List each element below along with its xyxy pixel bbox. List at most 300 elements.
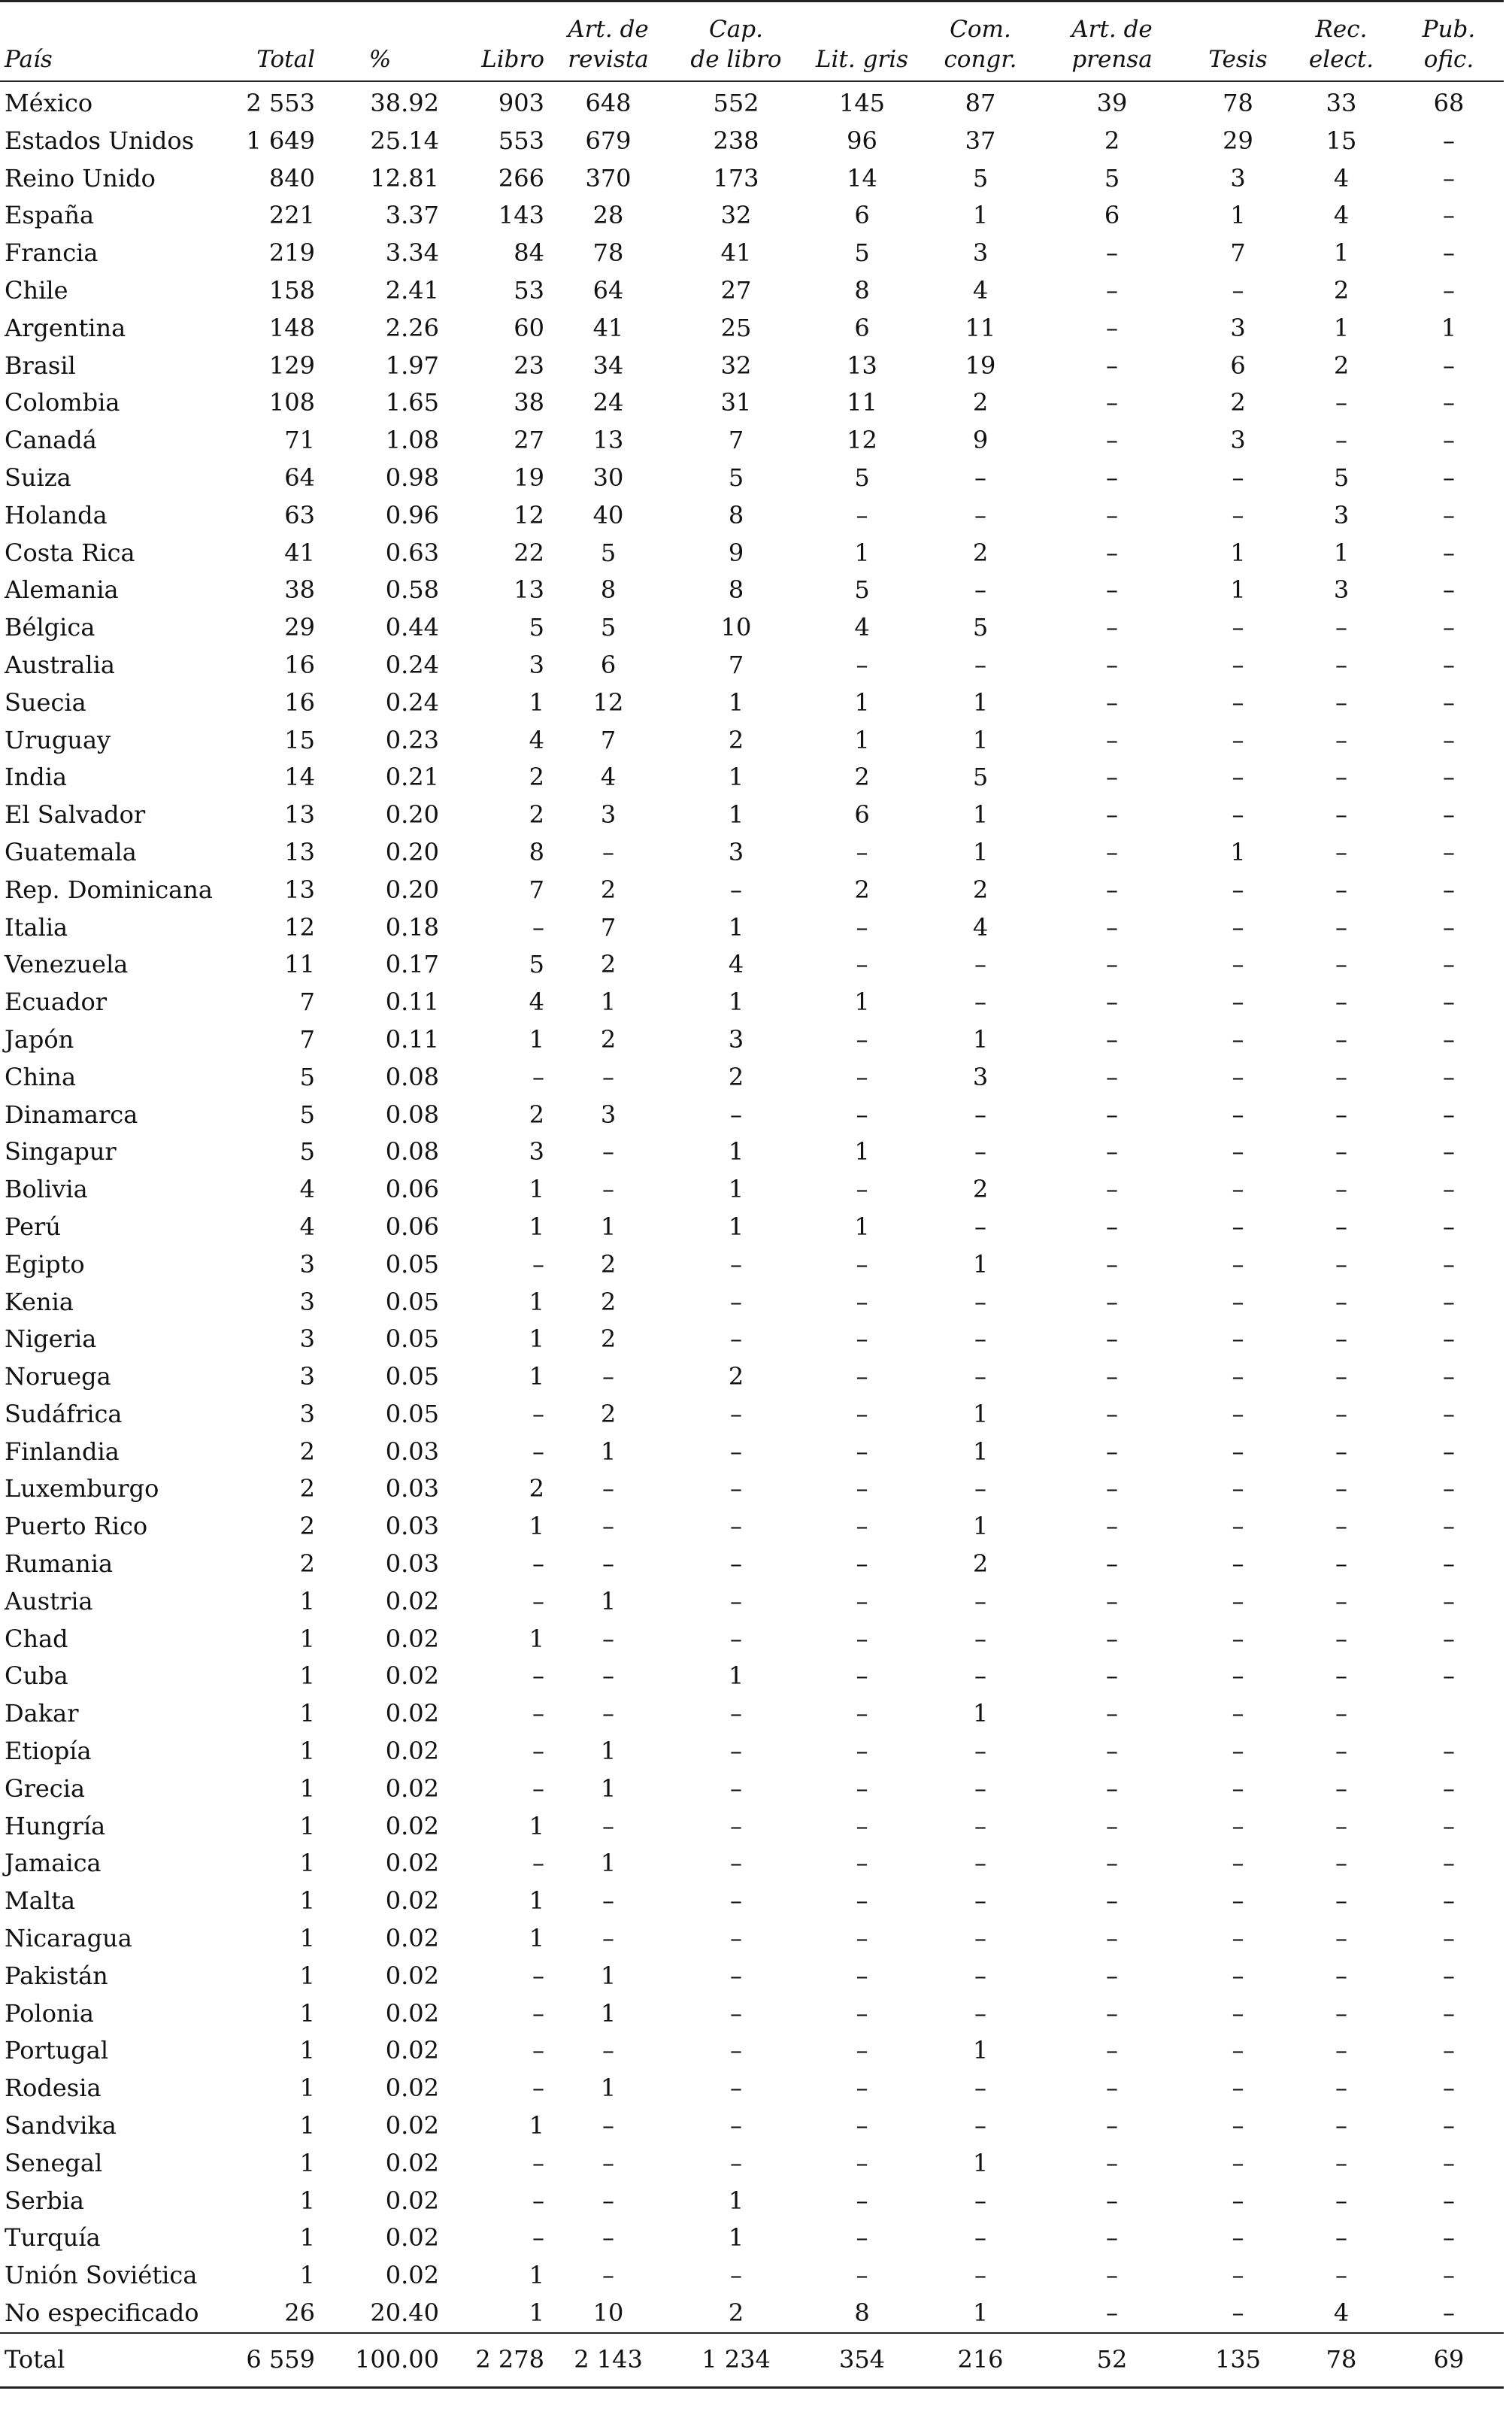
value-cell-pub-ofic: –	[1443, 1811, 1455, 1840]
value-cell-lit-gris: –	[856, 1100, 868, 1129]
value-cell-pct: 38.92	[370, 89, 439, 117]
value-cell-pub-ofic: –	[1443, 1849, 1455, 1878]
value-cell-lit-gris: –	[856, 1362, 868, 1391]
value-cell-tesis: –	[1232, 1624, 1244, 1653]
value-cell-com-congr: 2	[972, 875, 989, 904]
value-cell-pub-ofic: –	[1443, 575, 1455, 605]
value-cell-lit-gris: –	[856, 650, 868, 679]
value-cell-art-prensa: 2	[1104, 126, 1120, 155]
value-cell-pub-ofic: –	[1443, 1474, 1455, 1503]
value-cell-cap-libro: 2	[728, 1062, 744, 1091]
table-row	[0, 235, 1504, 272]
value-cell-art-revista: 2	[600, 1024, 617, 1054]
value-cell-com-congr: –	[974, 1737, 986, 1766]
value-cell-total: 3	[299, 1362, 315, 1391]
value-cell-art-revista: –	[602, 1062, 614, 1091]
value-cell-lit-gris: 1	[854, 725, 870, 754]
value-cell-art-revista: 1	[600, 1773, 617, 1803]
value-cell-cap-libro: 7	[728, 426, 744, 455]
value-cell-art-revista: 5	[600, 538, 617, 567]
value-cell-art-revista: 2	[600, 1399, 617, 1428]
value-cell-com-congr: 87	[965, 89, 996, 117]
value-cell-art-prensa: –	[1106, 275, 1118, 305]
value-cell-rec-elect: –	[1335, 1624, 1347, 1653]
value-cell-lit-gris: –	[856, 1324, 868, 1354]
value-cell-lit-gris: –	[856, 1773, 868, 1803]
value-cell-tesis: 3	[1230, 313, 1246, 342]
value-cell-tesis: –	[1232, 500, 1244, 529]
value-cell-pub-ofic: –	[1443, 1586, 1455, 1616]
value-cell-cap-libro: –	[730, 2111, 742, 2140]
table-row	[0, 123, 1504, 160]
value-cell-art-prensa: –	[1106, 1287, 1118, 1316]
value-cell-pub-ofic: –	[1443, 875, 1455, 904]
value-cell-lit-gris: –	[856, 912, 868, 942]
value-cell-cap-libro: 1	[728, 988, 744, 1017]
value-cell-art-revista: –	[602, 1549, 614, 1579]
value-cell-com-congr: –	[974, 2261, 986, 2290]
table-row	[0, 497, 1504, 535]
value-cell-art-revista: –	[602, 1886, 614, 1916]
value-cell-rec-elect: 4	[1333, 163, 1350, 193]
value-cell-lit-gris: 1	[854, 1137, 870, 1167]
value-cell-cap-libro: 32	[720, 201, 752, 230]
value-cell-art-revista: 1	[600, 988, 617, 1017]
value-cell-total: 38	[284, 575, 315, 605]
value-cell-art-prensa: –	[1106, 2186, 1118, 2215]
table-row	[0, 572, 1504, 609]
country-cell: Malta	[5, 1886, 76, 1916]
value-cell-art-prensa: –	[1106, 538, 1118, 567]
value-cell-com-congr: –	[974, 1998, 986, 2028]
value-cell-pub-ofic: –	[1443, 800, 1455, 830]
value-cell-art-prensa: 6	[1104, 201, 1120, 230]
value-cell-com-congr: 2	[972, 1175, 989, 1204]
value-cell-art-revista: –	[602, 1512, 614, 1541]
value-cell-art-prensa: –	[1106, 950, 1118, 979]
value-cell-com-congr: 2	[972, 388, 989, 417]
value-cell-pct: 0.02	[385, 1961, 439, 1990]
value-cell-tesis: –	[1232, 1924, 1244, 1953]
value-cell-lit-gris: –	[856, 1399, 868, 1428]
value-cell-pub-ofic: –	[1443, 912, 1455, 942]
value-cell-lit-gris: –	[856, 1512, 868, 1541]
value-cell-libro: 1	[529, 1624, 544, 1653]
value-cell-pct: 0.03	[385, 1549, 439, 1579]
value-cell-tesis: –	[1232, 1362, 1244, 1391]
value-cell-total: 148	[268, 313, 315, 342]
value-cell-rec-elect: –	[1335, 1849, 1347, 1878]
value-cell-total: 2	[299, 1437, 315, 1466]
value-cell-pub-ofic: –	[1443, 1773, 1455, 1803]
value-cell-art-prensa: –	[1106, 426, 1118, 455]
value-cell-pct: 0.20	[385, 800, 439, 830]
value-cell-pub-ofic: –	[1443, 2261, 1455, 2290]
value-cell-com-congr: –	[974, 1362, 986, 1391]
value-cell-libro: –	[532, 1699, 544, 1728]
value-cell-rec-elect: –	[1335, 1924, 1347, 1953]
value-cell-pct: 0.02	[385, 1886, 439, 1916]
value-cell-tesis: –	[1232, 2261, 1244, 2290]
value-cell-libro: 2	[529, 1474, 544, 1503]
value-cell-total: 1	[299, 1961, 315, 1990]
value-cell-art-prensa: –	[1106, 2261, 1118, 2290]
value-cell-pct: 0.02	[385, 2148, 439, 2177]
value-cell-pct: 0.02	[385, 1924, 439, 1953]
value-cell-tesis: –	[1232, 2298, 1244, 2328]
value-cell-lit-gris: –	[856, 500, 868, 529]
value-cell-total: 5	[299, 1062, 315, 1091]
value-cell-rec-elect: –	[1335, 1549, 1347, 1579]
value-cell-lit-gris: –	[856, 2036, 868, 2065]
value-cell-art-revista: –	[602, 1175, 614, 1204]
value-cell-lit-gris: 14	[847, 163, 877, 193]
value-cell-lit-gris: 1	[854, 1212, 870, 1241]
value-cell-rec-elect: –	[1335, 1399, 1347, 1428]
value-cell-art-prensa: –	[1106, 2148, 1118, 2177]
value-cell-pct: 0.02	[385, 2186, 439, 2215]
value-cell-pub-ofic: –	[1443, 538, 1455, 567]
country-cell: Australia	[5, 650, 115, 679]
value-cell-art-revista: –	[602, 1811, 614, 1840]
value-cell-com-congr: 1	[972, 687, 989, 717]
value-cell-cap-libro: –	[730, 1886, 742, 1916]
column-header-tesis: Tesis	[1187, 2, 1289, 82]
value-cell-lit-gris: –	[856, 1062, 868, 1091]
value-cell-pub-ofic: –	[1443, 1212, 1455, 1241]
value-cell-total: 1	[299, 1737, 315, 1766]
table-header	[0, 2, 1504, 82]
value-cell-lit-gris: –	[856, 1175, 868, 1204]
country-cell: Holanda	[5, 500, 108, 529]
value-cell-art-revista: 3	[600, 800, 617, 830]
table-row	[0, 1246, 1504, 1284]
value-cell-libro: 2	[529, 1100, 544, 1129]
table-row	[0, 1097, 1504, 1134]
table-row	[0, 2295, 1504, 2333]
value-cell-total: 1 649	[246, 126, 315, 155]
value-cell-art-revista: –	[602, 2186, 614, 2215]
table-row	[0, 722, 1504, 760]
value-cell-tesis: –	[1232, 275, 1244, 305]
value-cell-com-congr: 1	[972, 1024, 989, 1054]
value-cell-cap-libro: –	[730, 1624, 742, 1653]
value-cell-libro: 266	[498, 163, 544, 193]
value-cell-total: 4	[299, 1175, 315, 1204]
value-cell-pub-ofic: –	[1443, 613, 1455, 642]
country-cell: Nicaragua	[5, 1924, 132, 1953]
value-cell-art-prensa: –	[1106, 1512, 1118, 1541]
value-cell-libro: 60	[514, 313, 544, 342]
country-cell: Reino Unido	[5, 163, 156, 193]
value-cell-libro: 1	[529, 2261, 544, 2290]
value-cell-rec-elect: –	[1335, 2261, 1347, 2290]
country-cell: Argentina	[5, 313, 126, 342]
value-cell-art-revista: 13	[592, 426, 624, 455]
table-row	[0, 834, 1504, 872]
value-cell-pct: 0.03	[385, 1437, 439, 1466]
table-row	[0, 1321, 1504, 1358]
value-cell-pct: 25.14	[370, 126, 439, 155]
value-cell-cap-libro: 2	[728, 1362, 744, 1391]
value-cell-libro: 23	[514, 350, 544, 380]
value-cell-com-congr: –	[974, 1324, 986, 1354]
value-cell-lit-gris: 4	[854, 613, 870, 642]
country-cell: Turquía	[5, 2223, 101, 2253]
value-cell-art-prensa: –	[1106, 1624, 1118, 1653]
table-row	[0, 1695, 1504, 1733]
value-cell-com-congr: –	[974, 2186, 986, 2215]
value-cell-tesis: –	[1232, 1549, 1244, 1579]
value-cell-libro: 1	[529, 1362, 544, 1391]
value-cell-total: 13	[284, 837, 315, 866]
value-cell-art-prensa: –	[1106, 575, 1118, 605]
column-header-pct: %	[321, 2, 439, 82]
value-cell-cap-libro: –	[730, 1998, 742, 2028]
value-cell-com-congr: –	[974, 1886, 986, 1916]
value-cell-libro: –	[532, 1961, 544, 1990]
country-cell: Costa Rica	[5, 538, 135, 567]
value-cell-lit-gris: –	[856, 2074, 868, 2103]
value-cell-pct: 0.05	[385, 1249, 439, 1279]
value-cell-rec-elect: –	[1335, 687, 1347, 717]
value-cell-pub-ofic: –	[1443, 1737, 1455, 1766]
value-cell-art-revista: 78	[592, 238, 624, 268]
value-cell-lit-gris: 13	[847, 350, 877, 380]
country-cell: Francia	[5, 238, 98, 268]
value-cell-pct: 3.34	[385, 238, 439, 268]
value-cell-art-revista: 1	[600, 1737, 617, 1766]
country-cell: Pakistán	[5, 1961, 108, 1990]
value-cell-libro: 3	[529, 1137, 544, 1167]
country-cell: Suecia	[5, 687, 86, 717]
value-cell-lit-gris: –	[856, 2223, 868, 2253]
value-cell-tesis: –	[1232, 988, 1244, 1017]
value-cell-libro: 8	[529, 837, 544, 866]
value-cell-pct: 0.02	[385, 1737, 439, 1766]
value-cell-libro: –	[532, 1849, 544, 1878]
value-cell-cap-libro: –	[730, 1699, 742, 1728]
value-cell-art-prensa: –	[1106, 1212, 1118, 1241]
table-row	[0, 460, 1504, 497]
value-cell-pct: 0.18	[385, 912, 439, 942]
value-cell-rec-elect: –	[1335, 1212, 1347, 1241]
value-cell-pub-ofic: –	[1443, 201, 1455, 230]
value-cell-total: 41	[284, 538, 315, 567]
value-cell-lit-gris: –	[856, 1024, 868, 1054]
value-cell-cap-libro: 10	[720, 613, 752, 642]
country-cell: Dinamarca	[5, 1100, 138, 1129]
value-cell-libro: –	[532, 1399, 544, 1428]
value-cell-pct: 0.02	[385, 1586, 439, 1616]
value-cell-lit-gris: 5	[854, 575, 870, 605]
value-cell-pct: 0.02	[385, 1849, 439, 1878]
value-cell-pct: 2.41	[385, 275, 439, 305]
value-cell-rec-elect: –	[1335, 1474, 1347, 1503]
value-cell-pub-ofic: –	[1443, 1062, 1455, 1091]
value-cell-tesis: –	[1232, 1998, 1244, 2028]
value-cell-total: 26	[284, 2298, 315, 2328]
value-cell-total: 1	[299, 1661, 315, 1691]
value-cell-cap-libro: –	[730, 1324, 742, 1354]
value-cell-total: 14	[284, 763, 315, 792]
value-cell-tesis: –	[1232, 912, 1244, 942]
value-cell-tesis: –	[1232, 875, 1244, 904]
value-cell-lit-gris: 145	[838, 89, 886, 117]
value-cell-libro: 1	[529, 2298, 544, 2328]
value-cell-pct: 0.20	[385, 875, 439, 904]
value-cell-total: 1	[299, 1624, 315, 1653]
country-cell: Jamaica	[5, 1849, 102, 1878]
total-value-lit-gris: 354	[800, 2333, 924, 2388]
value-cell-tesis: –	[1232, 2036, 1244, 2065]
country-cell: Serbia	[5, 2186, 84, 2215]
value-cell-pct: 1.65	[385, 388, 439, 417]
value-cell-rec-elect: –	[1335, 1324, 1347, 1354]
value-cell-art-revista: 1	[600, 1961, 617, 1990]
country-cell: Rumania	[5, 1549, 114, 1579]
value-cell-cap-libro: 1	[728, 687, 744, 717]
value-cell-com-congr: 5	[972, 163, 989, 193]
value-cell-total: 3	[299, 1287, 315, 1316]
value-cell-art-revista: 28	[592, 201, 624, 230]
value-cell-pct: 0.03	[385, 1512, 439, 1541]
value-cell-pct: 0.08	[385, 1100, 439, 1129]
value-cell-pct: 0.05	[385, 1399, 439, 1428]
value-cell-lit-gris: –	[856, 1624, 868, 1653]
value-cell-libro: 12	[514, 500, 544, 529]
value-cell-lit-gris: –	[856, 1849, 868, 1878]
value-cell-libro: 1	[529, 1175, 544, 1204]
value-cell-libro: –	[532, 2074, 544, 2103]
table-row	[0, 1059, 1504, 1097]
value-cell-lit-gris: –	[856, 1474, 868, 1503]
value-cell-pub-ofic: –	[1443, 126, 1455, 155]
table-row	[0, 1621, 1504, 1658]
value-cell-com-congr: –	[974, 2111, 986, 2140]
value-cell-cap-libro: 3	[728, 1024, 744, 1054]
value-cell-total: 4	[299, 1212, 315, 1241]
table-row	[0, 1658, 1504, 1695]
value-cell-rec-elect: 2	[1333, 275, 1350, 305]
value-cell-lit-gris: –	[856, 1437, 868, 1466]
value-cell-rec-elect: –	[1335, 988, 1347, 1017]
country-cell: España	[5, 201, 95, 230]
value-cell-art-prensa: –	[1106, 1175, 1118, 1204]
value-cell-total: 1	[299, 1849, 315, 1878]
value-cell-cap-libro: 238	[713, 126, 759, 155]
value-cell-com-congr: 9	[972, 426, 989, 455]
value-cell-art-revista: 64	[592, 275, 624, 305]
value-cell-com-congr: –	[974, 1849, 986, 1878]
value-cell-total: 1	[299, 1924, 315, 1953]
country-cell: El Salvador	[5, 800, 146, 830]
value-cell-com-congr: 1	[972, 1437, 989, 1466]
value-cell-tesis: –	[1232, 763, 1244, 792]
value-cell-rec-elect: –	[1335, 426, 1347, 455]
value-cell-art-revista: 2	[600, 1287, 617, 1316]
value-cell-pub-ofic: –	[1443, 1998, 1455, 2028]
value-cell-cap-libro: 31	[720, 388, 752, 417]
value-cell-pub-ofic: –	[1443, 463, 1455, 492]
value-cell-libro: –	[532, 1737, 544, 1766]
value-cell-rec-elect: –	[1335, 1811, 1347, 1840]
table-row	[0, 1920, 1504, 1958]
value-cell-art-prensa: –	[1106, 500, 1118, 529]
value-cell-rec-elect: –	[1335, 1062, 1347, 1091]
value-cell-com-congr: –	[974, 2223, 986, 2253]
header-row	[0, 2, 1504, 82]
value-cell-pub-ofic: –	[1443, 500, 1455, 529]
value-cell-pub-ofic: –	[1443, 2186, 1455, 2215]
value-cell-tesis: –	[1232, 1287, 1244, 1316]
value-cell-total: 7	[299, 988, 315, 1017]
table-row	[0, 684, 1504, 722]
value-cell-tesis: –	[1232, 950, 1244, 979]
value-cell-rec-elect: –	[1335, 912, 1347, 942]
value-cell-com-congr: 1	[972, 837, 989, 866]
value-cell-art-revista: –	[602, 1699, 614, 1728]
value-cell-libro: –	[532, 1549, 544, 1579]
country-cell: Guatemala	[5, 837, 137, 866]
value-cell-pct: 0.06	[385, 1212, 439, 1241]
value-cell-pct: 0.98	[385, 463, 439, 492]
value-cell-pct: 0.23	[385, 725, 439, 754]
value-cell-pct: 0.02	[385, 1998, 439, 2028]
value-cell-pub-ofic: –	[1443, 725, 1455, 754]
total-value-rec-elect: 78	[1289, 2333, 1394, 2388]
value-cell-tesis: –	[1232, 2074, 1244, 2103]
column-header-art-prensa: Art. de prensa	[1037, 2, 1187, 82]
value-cell-com-congr: 3	[972, 1062, 989, 1091]
value-cell-libro: 19	[514, 463, 544, 492]
value-cell-cap-libro: 173	[713, 163, 759, 193]
value-cell-cap-libro: 552	[713, 89, 759, 117]
table-row	[0, 1434, 1504, 1471]
value-cell-libro: –	[532, 912, 544, 942]
value-cell-total: 1	[299, 1886, 315, 1916]
value-cell-art-prensa: –	[1106, 2036, 1118, 2065]
value-cell-lit-gris: –	[856, 1811, 868, 1840]
country-cell: Colombia	[5, 388, 120, 417]
value-cell-art-prensa: –	[1106, 1137, 1118, 1167]
table-row	[0, 1470, 1504, 1508]
value-cell-rec-elect: –	[1335, 800, 1347, 830]
value-cell-rec-elect: –	[1335, 1586, 1347, 1616]
value-cell-pub-ofic: –	[1443, 1024, 1455, 1054]
value-cell-com-congr: –	[974, 1924, 986, 1953]
value-cell-com-congr: 1	[972, 1512, 989, 1541]
value-cell-libro: 13	[514, 575, 544, 605]
value-cell-rec-elect: –	[1335, 837, 1347, 866]
column-header-country: País	[0, 2, 226, 82]
country-cell: No especificado	[5, 2298, 199, 2328]
value-cell-libro: –	[532, 1586, 544, 1616]
value-cell-rec-elect: 3	[1333, 500, 1350, 529]
value-cell-rec-elect: –	[1335, 1249, 1347, 1279]
value-cell-rec-elect: –	[1335, 1998, 1347, 2028]
value-cell-cap-libro: 25	[720, 313, 752, 342]
value-cell-com-congr: –	[974, 1212, 986, 1241]
value-cell-tesis: –	[1232, 1062, 1244, 1091]
value-cell-cap-libro: 41	[720, 238, 752, 268]
total-value-com-congr: 216	[924, 2333, 1037, 2388]
value-cell-tesis: –	[1232, 1399, 1244, 1428]
country-cell: Puerto Rico	[5, 1512, 148, 1541]
value-cell-art-prensa: –	[1106, 2074, 1118, 2103]
value-cell-art-revista: 2	[600, 1249, 617, 1279]
value-cell-pct: 0.06	[385, 1175, 439, 1204]
